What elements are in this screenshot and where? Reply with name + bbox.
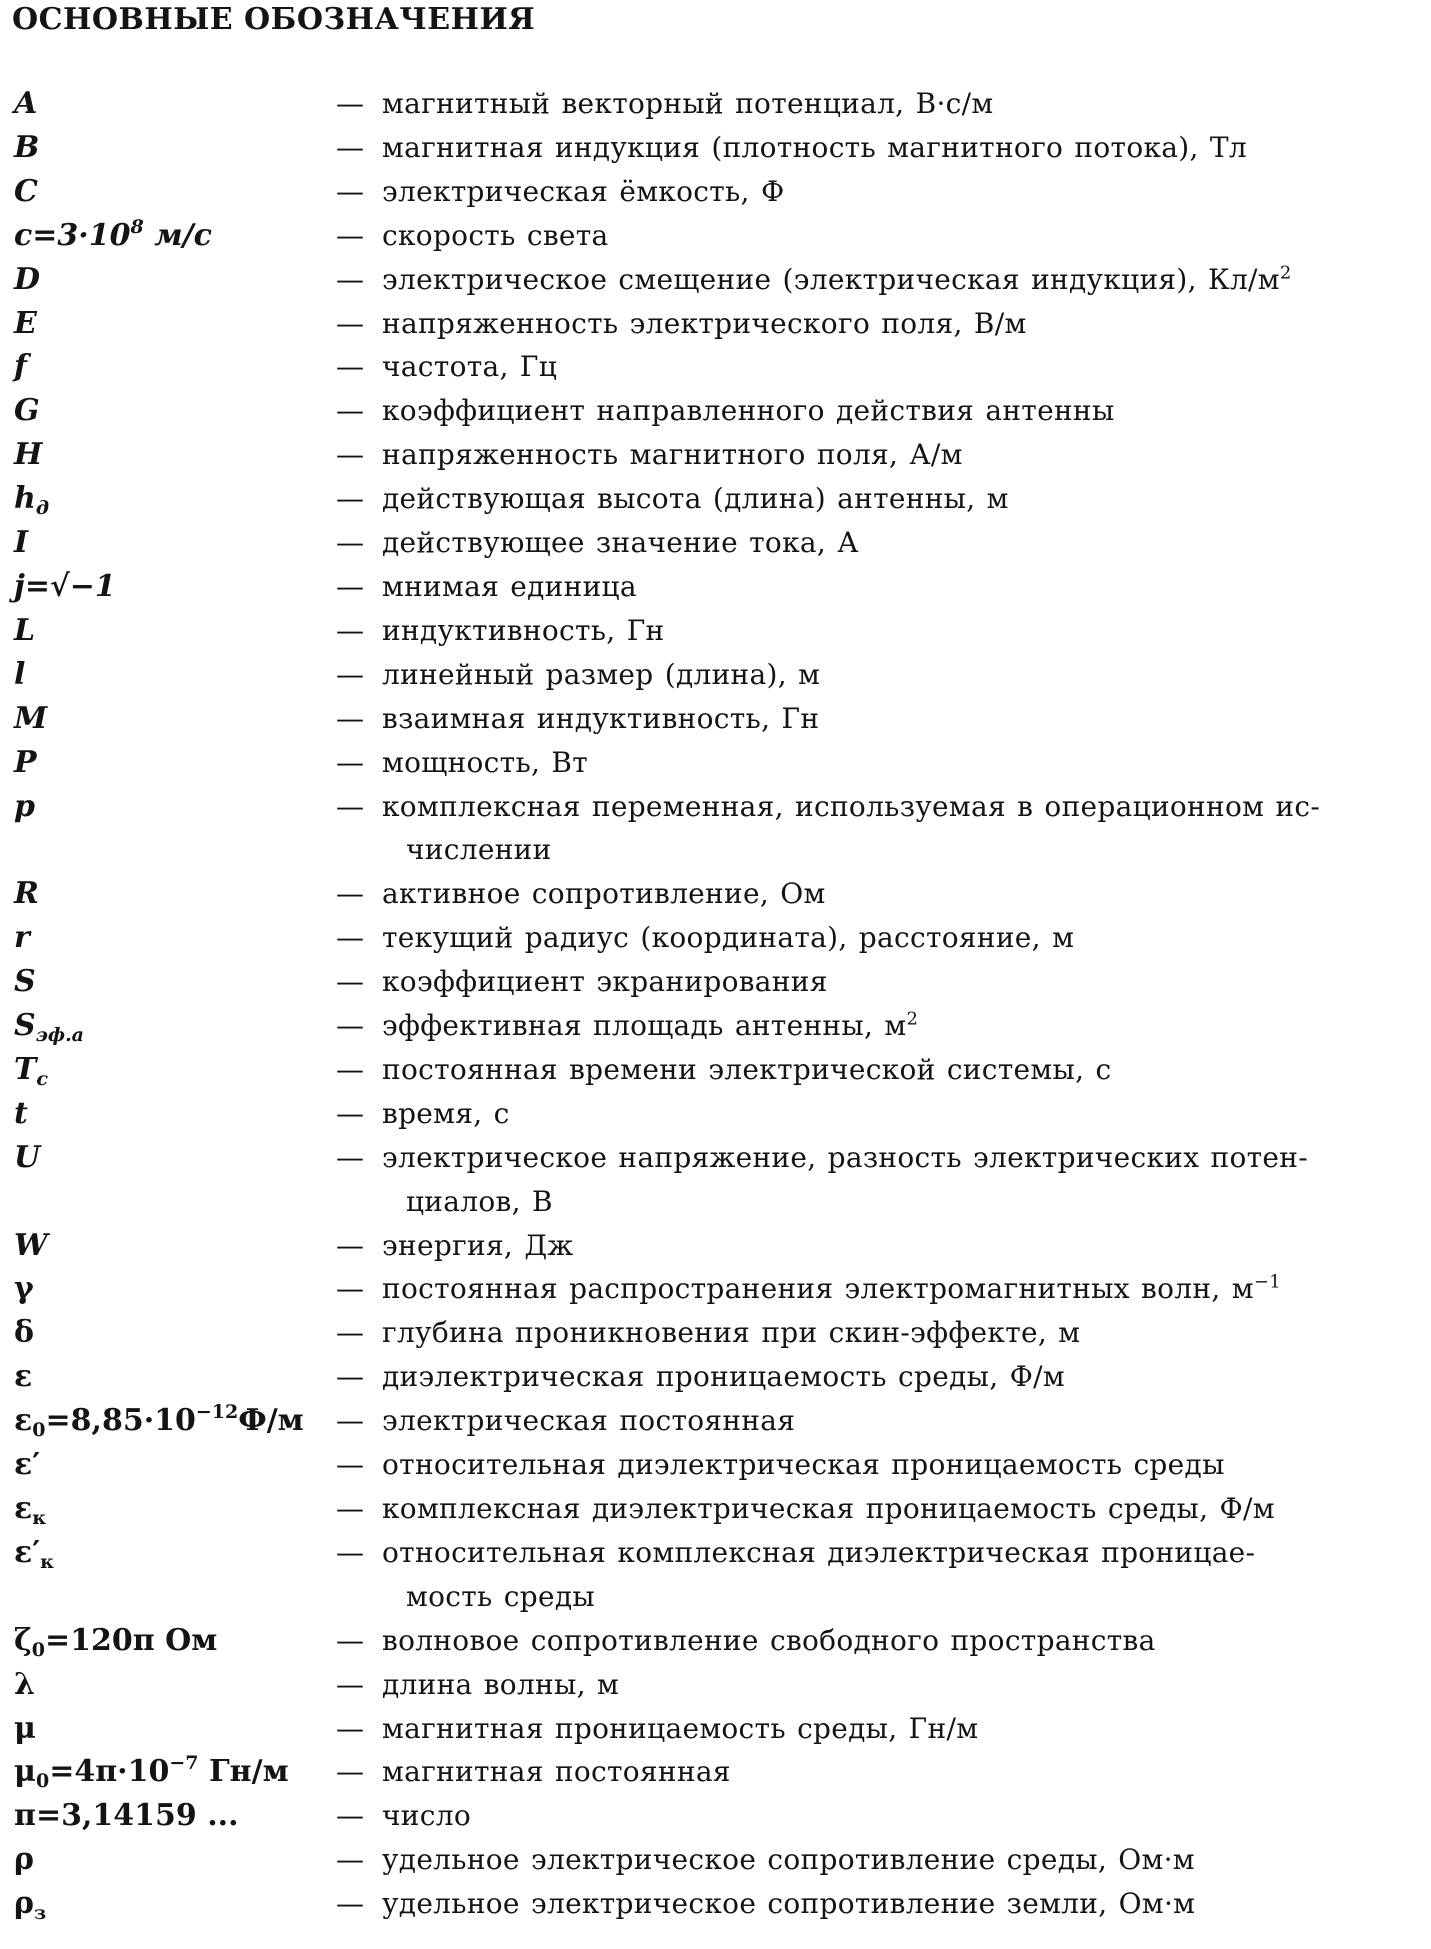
notation-symbol xyxy=(0,1882,336,1926)
dash-separator: — xyxy=(336,1492,364,1525)
symbol-main: γ xyxy=(14,1271,34,1307)
notation-symbol xyxy=(0,521,336,565)
notation-symbol xyxy=(0,1224,336,1268)
symbol-main: π=3,14159 ... xyxy=(14,1798,239,1834)
description-text: электрическое смещение (электрическая индукция), Кл/м xyxy=(382,262,1280,296)
notation-symbol xyxy=(0,82,336,126)
symbol-main: D xyxy=(14,261,41,297)
notation-description xyxy=(382,1048,1412,1092)
description-text: текущий радиус (координата), расстояние, м xyxy=(382,921,1075,955)
notation-description xyxy=(382,1487,1412,1531)
notation-description xyxy=(382,1531,1412,1619)
dash-separator: — xyxy=(336,1535,364,1569)
notation-symbol xyxy=(0,960,336,1004)
dash-separator: — xyxy=(336,613,364,647)
description-superscript: −1 xyxy=(1253,1272,1281,1294)
description-continuation: циалов, В xyxy=(406,1184,553,1218)
notation-row xyxy=(0,1531,1431,1619)
notation-row xyxy=(0,960,1431,1004)
description-text: относительная комплексная диэлектрическая проницае- xyxy=(382,1535,1256,1569)
description-text: скорость света xyxy=(382,218,609,252)
dash-separator: — xyxy=(336,87,364,120)
notation-symbol xyxy=(0,214,336,258)
notation-row xyxy=(0,697,1431,741)
notation-description xyxy=(382,785,1412,873)
dash-separator: — xyxy=(336,1755,364,1789)
notation-symbol xyxy=(0,126,336,170)
description-text: магнитная постоянная xyxy=(382,1755,731,1789)
notation-row xyxy=(0,389,1431,433)
symbol-main: E xyxy=(14,305,37,341)
dash-separator: — xyxy=(336,1009,364,1043)
symbol-main: ε xyxy=(14,1403,33,1439)
symbol-main: B xyxy=(14,129,40,165)
description-continuation: мость среды xyxy=(406,1579,595,1613)
notation-description xyxy=(382,1267,1412,1311)
symbol-main: W xyxy=(14,1227,48,1263)
description-text: удельное электрическое сопротивление земли, Ом·м xyxy=(382,1887,1196,1921)
dash-separator: — xyxy=(336,1711,364,1745)
symbol-main: P xyxy=(14,744,37,780)
symbol-suffix: =8,85·10 xyxy=(45,1403,196,1439)
description-text: мнимая единица xyxy=(382,569,637,603)
dash-separator: — xyxy=(336,745,364,779)
dash-separator: — xyxy=(336,789,364,823)
notation-symbol xyxy=(0,609,336,653)
notation-description xyxy=(382,345,1412,389)
notation-symbol xyxy=(0,741,336,785)
description-text: электрическое напряжение, разность электрических потен- xyxy=(382,1140,1308,1174)
notation-row xyxy=(0,258,1431,302)
notation-row xyxy=(0,1355,1431,1399)
notation-row xyxy=(0,1443,1431,1487)
symbol-superscript: −12 xyxy=(195,1401,239,1424)
symbol-main: p xyxy=(14,788,35,824)
notation-description xyxy=(382,170,1412,214)
symbol-main: ε′ xyxy=(14,1447,41,1483)
dash-separator: — xyxy=(336,482,364,516)
symbol-subscript: з xyxy=(33,1902,47,1925)
notation-description xyxy=(382,1707,1412,1751)
symbol-subscript: 0 xyxy=(31,1638,46,1661)
notation-row xyxy=(0,1004,1431,1048)
notation-symbol xyxy=(0,1267,336,1311)
notation-row xyxy=(0,345,1431,389)
notation-row xyxy=(0,1838,1431,1882)
notation-symbol xyxy=(0,1619,336,1663)
notation-description xyxy=(382,609,1412,653)
notation-description xyxy=(382,1663,1412,1707)
notation-row xyxy=(0,1663,1431,1707)
description-text: индуктивность, Гн xyxy=(382,613,665,647)
notation-description xyxy=(382,1092,1412,1136)
symbol-main: ε′ xyxy=(14,1534,41,1570)
notation-symbol xyxy=(0,1355,336,1399)
notation-description xyxy=(382,653,1412,697)
symbol-main: I xyxy=(14,525,29,561)
notation-description xyxy=(382,1004,1412,1048)
notation-description xyxy=(382,1750,1412,1794)
symbol-subscript: с xyxy=(36,1067,48,1090)
notation-symbol xyxy=(0,477,336,521)
symbol-main: t xyxy=(14,1095,28,1131)
notation-symbol xyxy=(0,785,336,829)
description-text: время, с xyxy=(382,1096,510,1130)
symbol-main: r xyxy=(14,920,30,956)
symbol-main: L xyxy=(14,612,36,648)
notation-row xyxy=(0,433,1431,477)
symbol-suffix: =120π Ом xyxy=(45,1622,218,1658)
symbol-main: μ xyxy=(14,1710,36,1746)
notation-description xyxy=(382,1355,1412,1399)
notation-row xyxy=(0,477,1431,521)
notation-row xyxy=(0,565,1431,609)
description-text: взаимная индуктивность, Гн xyxy=(382,701,820,735)
notation-row xyxy=(0,609,1431,653)
symbol-main: ρ xyxy=(14,1886,34,1922)
symbol-subscript: д xyxy=(35,497,50,520)
description-text: коэффициент экранирования xyxy=(382,965,828,999)
description-text: комплексная переменная, используемая в операционном ис- xyxy=(382,789,1321,823)
symbol-main: R xyxy=(14,876,39,912)
dash-separator: — xyxy=(336,218,364,252)
dash-separator: — xyxy=(336,1272,364,1306)
notation-description xyxy=(382,741,1412,785)
dash-separator: — xyxy=(336,701,364,735)
notation-row xyxy=(0,1048,1431,1092)
symbol-tail: Ф/м xyxy=(238,1403,304,1439)
notation-row xyxy=(0,1487,1431,1531)
page-title: ОСНОВНЫЕ ОБОЗНАЧЕНИЯ xyxy=(12,2,536,37)
notation-symbol xyxy=(0,1663,336,1707)
notation-symbol xyxy=(0,1399,336,1443)
dash-separator: — xyxy=(336,174,364,208)
notation-description xyxy=(382,433,1412,477)
symbol-main: δ xyxy=(14,1315,35,1351)
notation-description xyxy=(382,872,1412,916)
notation-row xyxy=(0,302,1431,346)
description-text: удельное электрическое сопротивление среды, Ом·м xyxy=(382,1843,1195,1877)
symbol-main: f xyxy=(14,349,27,385)
symbol-subscript: эф.а xyxy=(35,1024,84,1047)
dash-separator: — xyxy=(336,569,364,603)
description-text: постоянная времени электрической системы, с xyxy=(382,1052,1112,1086)
notation-row xyxy=(0,126,1431,170)
description-text: активное сопротивление, Ом xyxy=(382,877,826,911)
notation-row xyxy=(0,1882,1431,1926)
notation-row xyxy=(0,521,1431,565)
notation-symbol xyxy=(0,872,336,916)
notation-row xyxy=(0,1224,1431,1268)
description-text: действующее значение тока, А xyxy=(382,526,859,560)
notation-symbol xyxy=(0,1707,336,1751)
notation-description xyxy=(382,1794,1412,1838)
notation-description xyxy=(382,916,1412,960)
description-superscript: 2 xyxy=(1279,262,1292,284)
notation-description xyxy=(382,1619,1412,1663)
notation-row xyxy=(0,1750,1431,1794)
notation-description xyxy=(382,477,1412,521)
description-text: мощность, Вт xyxy=(382,745,589,779)
symbol-main: A xyxy=(14,86,38,121)
notation-symbol xyxy=(0,565,336,609)
dash-separator: — xyxy=(336,394,364,428)
dash-separator: — xyxy=(336,306,364,340)
notation-row xyxy=(0,1267,1431,1311)
description-text: энергия, Дж xyxy=(382,1228,574,1262)
dash-separator: — xyxy=(336,350,364,384)
notation-row xyxy=(0,1794,1431,1838)
dash-separator: — xyxy=(336,1799,364,1833)
notation-description xyxy=(382,521,1412,565)
description-text: относительная диэлектрическая проницаемость среды xyxy=(382,1448,1225,1482)
notation-row xyxy=(0,170,1431,214)
notation-row xyxy=(0,741,1431,785)
description-superscript: 2 xyxy=(906,1008,919,1030)
description-text: линейный размер (длина), м xyxy=(382,657,821,691)
description-text: постоянная распространения электромагнитных волн, м xyxy=(382,1272,1254,1306)
notation-row xyxy=(0,653,1431,697)
notation-description xyxy=(382,960,1412,1004)
notation-symbol xyxy=(0,1838,336,1882)
notation-description xyxy=(382,1136,1412,1224)
description-text: глубина проникновения при скин-эффекте, м xyxy=(382,1316,1081,1350)
notation-symbol xyxy=(0,170,336,214)
dash-separator: — xyxy=(336,1140,364,1174)
description-text: волновое сопротивление свободного пространства xyxy=(382,1623,1156,1657)
notation-symbol xyxy=(0,302,336,346)
description-text: действующая высота (длина) антенны, м xyxy=(382,482,1009,516)
symbol-tail: Гн/м xyxy=(198,1754,289,1790)
dash-separator: — xyxy=(336,877,364,911)
notation-symbol xyxy=(0,653,336,697)
notation-description xyxy=(382,1399,1412,1443)
dash-separator: — xyxy=(336,1096,364,1130)
symbol-main: U xyxy=(14,1139,41,1175)
notation-symbol xyxy=(0,258,336,302)
dash-separator: — xyxy=(336,1448,364,1482)
notation-list xyxy=(0,82,1431,1926)
notation-symbol xyxy=(0,1443,336,1487)
dash-separator: — xyxy=(336,1404,364,1438)
dash-separator: — xyxy=(336,921,364,955)
dash-separator: — xyxy=(336,526,364,560)
notation-description xyxy=(382,214,1412,258)
dash-separator: — xyxy=(336,438,364,472)
notation-symbol xyxy=(0,1311,336,1355)
description-text: магнитный векторный потенциал, В·с/м xyxy=(382,87,994,120)
symbol-subscript: к xyxy=(32,1507,46,1529)
notation-symbol xyxy=(0,1487,336,1531)
symbol-main: ζ xyxy=(14,1622,32,1658)
notation-symbol xyxy=(0,1092,336,1136)
symbol-subscript: 0 xyxy=(32,1419,46,1442)
symbol-main: C xyxy=(14,173,38,209)
notation-description xyxy=(382,126,1412,170)
symbol-main: M xyxy=(14,700,48,736)
symbol-main: T xyxy=(14,1051,37,1087)
notation-description xyxy=(382,697,1412,741)
notation-symbol xyxy=(0,1004,336,1048)
dash-separator: — xyxy=(336,130,364,164)
symbol-main: S xyxy=(14,1008,36,1044)
notation-description xyxy=(382,1311,1412,1355)
description-text: комплексная диэлектрическая проницаемость среды, Ф/м xyxy=(382,1492,1275,1525)
description-text: эффективная площадь антенны, м xyxy=(382,1009,907,1043)
symbol-subscript: 0 xyxy=(35,1770,50,1793)
notation-symbol xyxy=(0,1794,336,1838)
description-text: напряженность электрического поля, В/м xyxy=(382,306,1027,340)
notation-description xyxy=(382,565,1412,609)
symbol-main: j=√−1 xyxy=(14,568,116,604)
notation-symbol xyxy=(0,1750,336,1794)
symbol-main: ρ xyxy=(14,1842,34,1878)
notation-description xyxy=(382,302,1412,346)
notation-description xyxy=(382,389,1412,433)
symbol-superscript: 8 xyxy=(130,215,144,238)
notation-description xyxy=(382,1443,1412,1487)
description-text: электрическая ёмкость, Ф xyxy=(382,174,785,208)
dash-separator: — xyxy=(336,1623,364,1657)
dash-separator: — xyxy=(336,1843,364,1877)
notation-symbol xyxy=(0,389,336,433)
notation-description xyxy=(382,258,1412,302)
notation-symbol xyxy=(0,1048,336,1092)
symbol-main: h xyxy=(14,481,36,517)
description-text: длина волны, м xyxy=(382,1667,620,1701)
symbol-suffix: м/с xyxy=(143,217,212,253)
notation-row xyxy=(0,916,1431,960)
dash-separator: — xyxy=(336,1360,364,1394)
notation-row xyxy=(0,1092,1431,1136)
dash-separator: — xyxy=(336,1667,364,1701)
notation-description xyxy=(382,82,1412,126)
notation-row xyxy=(0,82,1431,126)
notation-row xyxy=(0,785,1431,873)
symbol-main: ε xyxy=(14,1359,33,1395)
notation-row xyxy=(0,872,1431,916)
notation-description xyxy=(382,1224,1412,1268)
description-text: коэффициент направленного действия антенны xyxy=(382,394,1115,428)
dash-separator: — xyxy=(336,262,364,296)
notation-row xyxy=(0,1707,1431,1751)
description-text: число xyxy=(382,1799,471,1833)
description-text: электрическая постоянная xyxy=(382,1404,796,1438)
symbol-main: G xyxy=(14,393,40,429)
dash-separator: — xyxy=(336,1887,364,1921)
dash-separator: — xyxy=(336,1316,364,1350)
notation-description xyxy=(382,1882,1412,1926)
symbol-subscript: к xyxy=(40,1550,54,1573)
symbol-main: S xyxy=(14,964,36,1000)
dash-separator: — xyxy=(336,1228,364,1262)
description-continuation: числении xyxy=(406,833,552,867)
notation-row xyxy=(0,1311,1431,1355)
notation-symbol xyxy=(0,345,336,389)
description-text: частота, Гц xyxy=(382,350,558,384)
description-text: диэлектрическая проницаемость среды, Ф/м xyxy=(382,1360,1065,1394)
description-text: напряженность магнитного поля, А/м xyxy=(382,438,963,472)
notation-symbol xyxy=(0,697,336,741)
symbol-suffix: =4π·10 xyxy=(49,1754,170,1790)
notation-row xyxy=(0,1619,1431,1663)
notation-symbol xyxy=(0,1136,336,1180)
notation-symbol xyxy=(0,433,336,477)
dash-separator: — xyxy=(336,657,364,691)
notation-symbol xyxy=(0,1531,336,1575)
dash-separator: — xyxy=(336,1052,364,1086)
symbol-main: λ xyxy=(14,1666,36,1702)
description-text: магнитная индукция (плотность магнитного потока), Тл xyxy=(382,130,1247,164)
notation-row xyxy=(0,1136,1431,1224)
symbol-main: c=3·10 xyxy=(14,217,131,253)
symbol-superscript: −7 xyxy=(169,1752,199,1775)
symbol-main: ε xyxy=(14,1491,33,1526)
notation-symbol xyxy=(0,916,336,960)
notation-row xyxy=(0,214,1431,258)
dash-separator: — xyxy=(336,965,364,999)
symbol-main: H xyxy=(14,437,43,473)
symbol-main: l xyxy=(14,656,26,692)
notation-description xyxy=(382,1838,1412,1882)
description-text: магнитная проницаемость среды, Гн/м xyxy=(382,1711,979,1745)
symbol-main: μ xyxy=(14,1754,36,1790)
notation-row xyxy=(0,1399,1431,1443)
